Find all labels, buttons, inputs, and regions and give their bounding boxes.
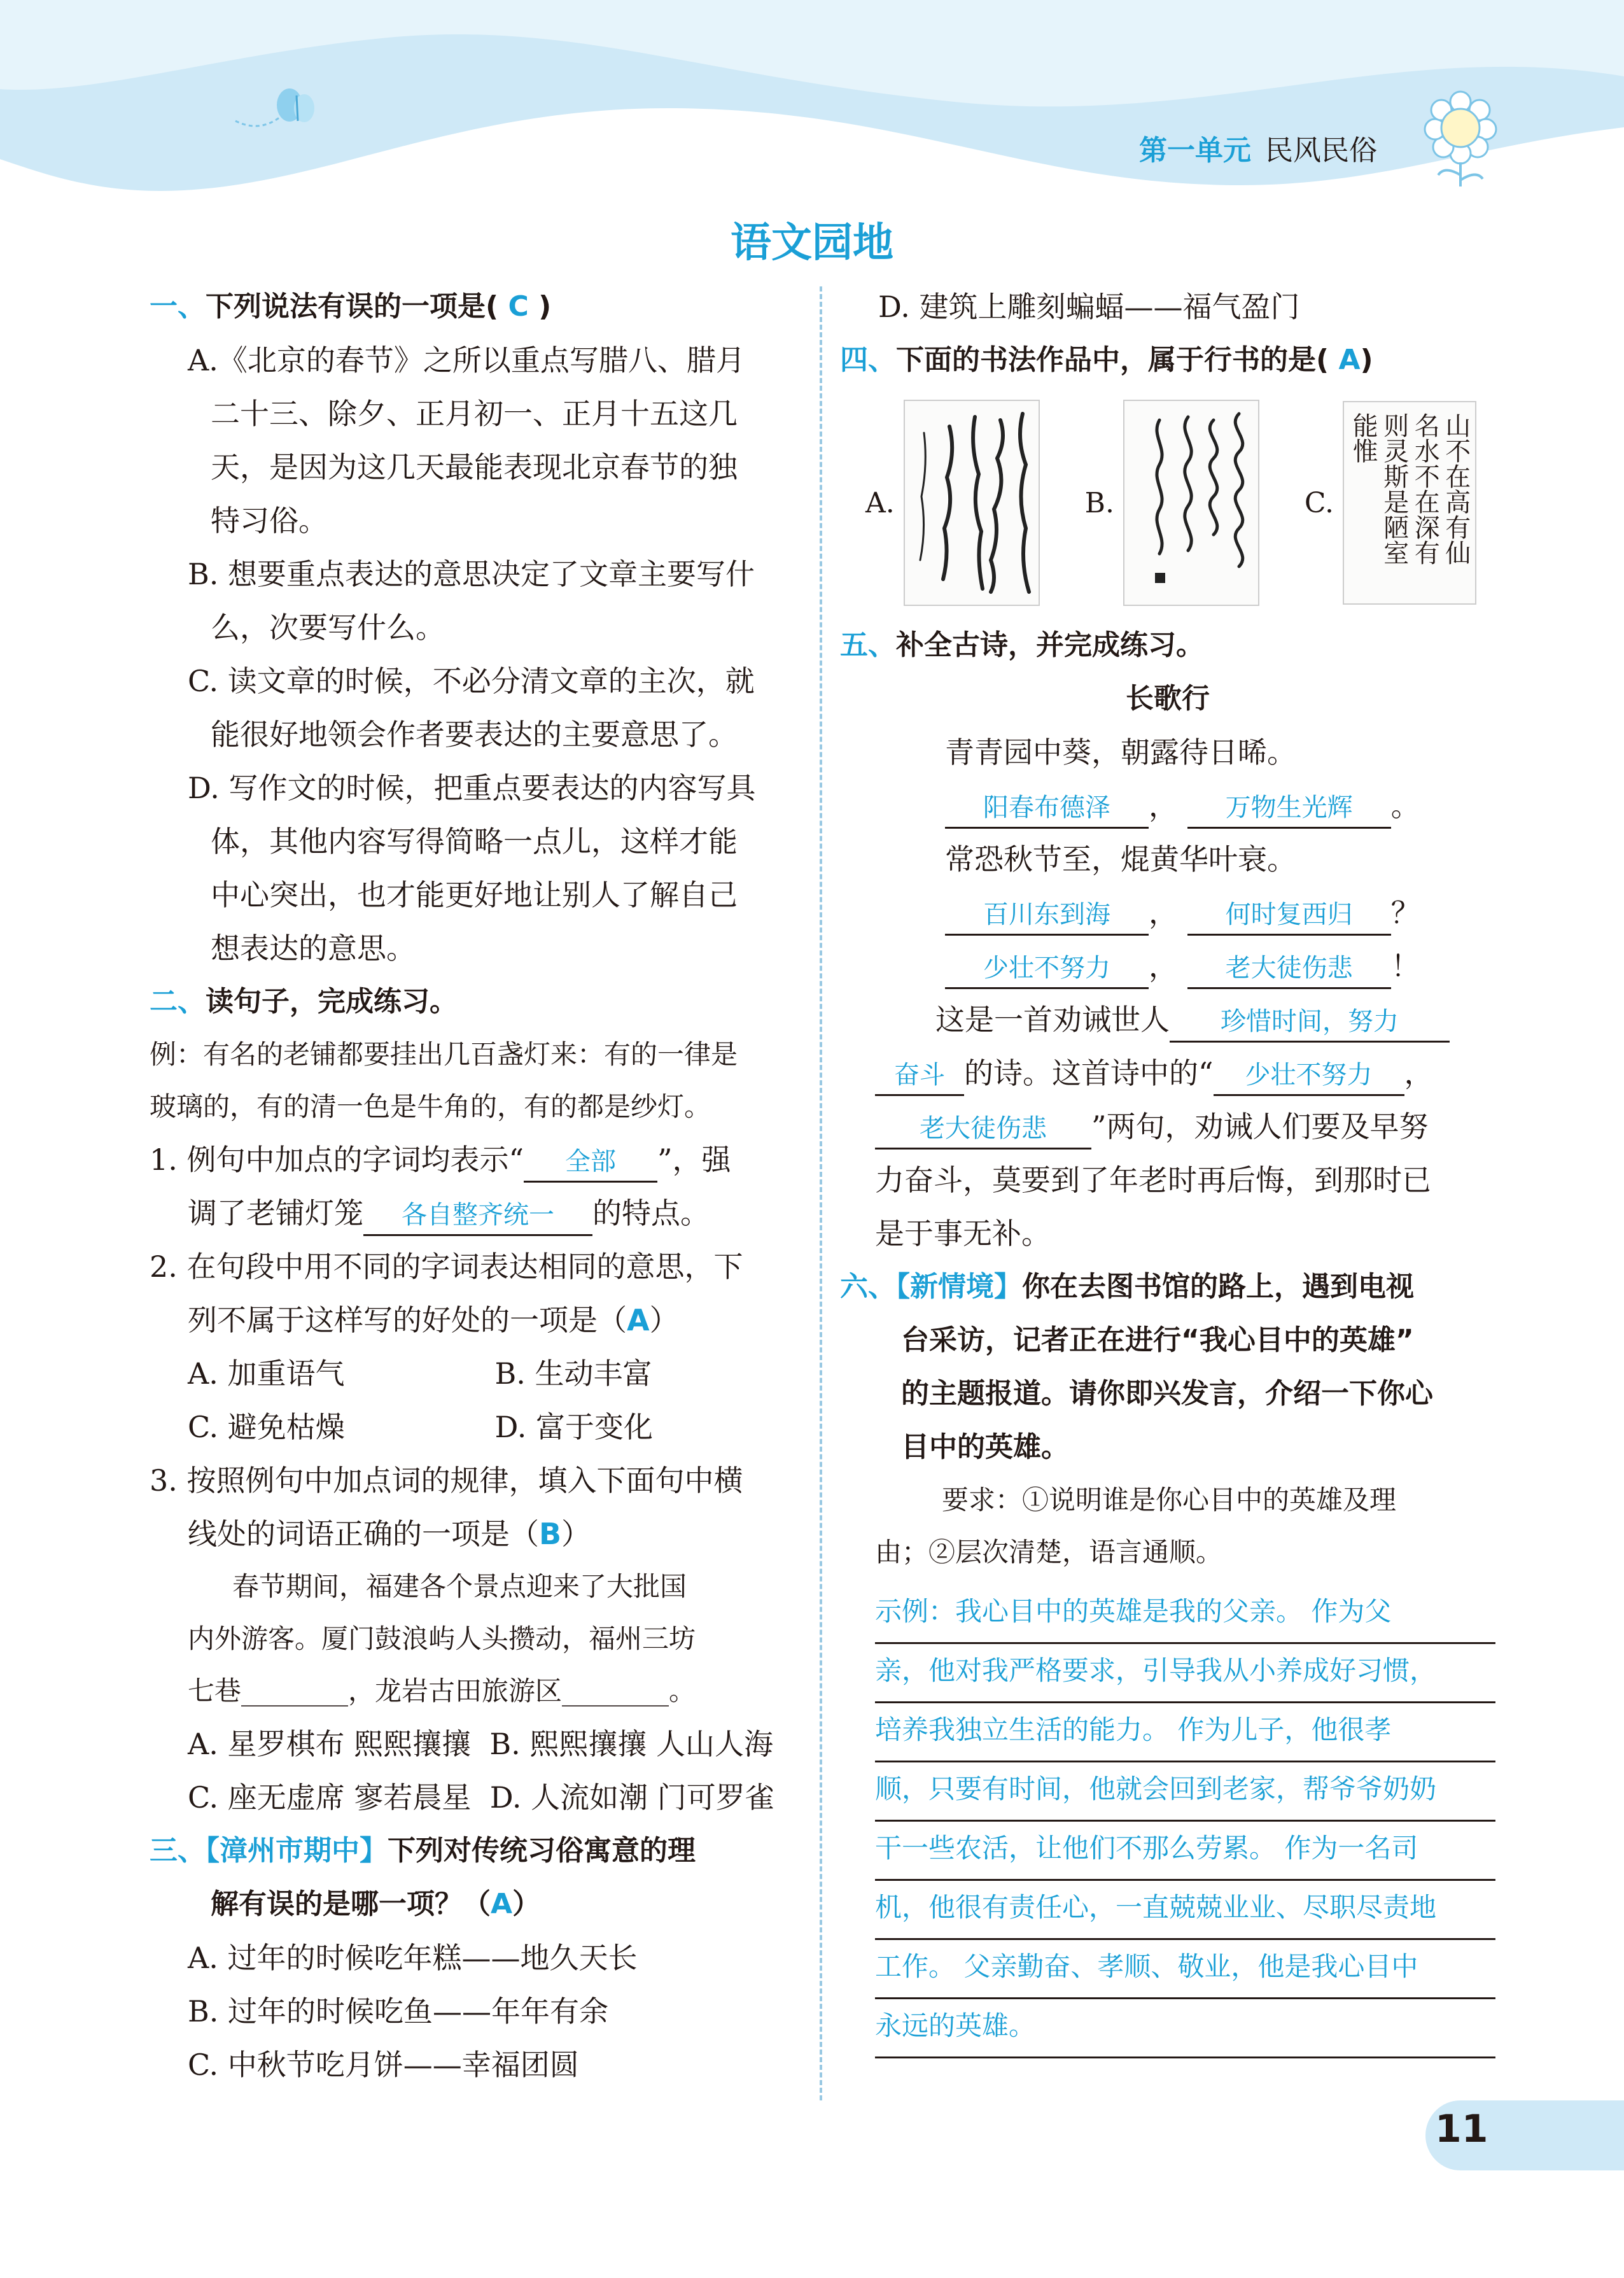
section-4-answer: A <box>1338 344 1361 376</box>
s5-answer-line-a: 少壮不努力 <box>1214 1056 1404 1096</box>
s5-answer-purpose: 珍惜时间，努力 <box>1170 1002 1450 1043</box>
unit-title: 民风民俗 <box>1265 134 1377 167</box>
calligraphy-option-a: A. <box>865 400 1040 606</box>
essay-line-6: 机，他很有责任心，一直兢兢业业、尽职尽责地 <box>875 1881 1495 1940</box>
s2-q2-option-c: C. 避免枯燥 <box>188 1410 345 1444</box>
s5-text-line-3: 老大徒伤悲 ”两句，劝诫人们要及早努 <box>840 1100 1495 1153</box>
section-1-answer: C <box>508 290 529 323</box>
s1-line-9: D. 写作文的时候，把重点要表达的内容写具 <box>188 771 756 805</box>
s1-line-3: 天，是因为这几天最能表现北京春节的独 <box>211 450 738 484</box>
s2-q3-line-2: 线处的词语正确的一项是（B） <box>188 1517 591 1551</box>
poem-answer-1: 阳春布德泽 <box>945 789 1149 829</box>
section-6-line-4: 目中的英雄。 <box>901 1431 1069 1463</box>
s6-requirement-1: 要求：①说明谁是你心目中的英雄及理 <box>942 1484 1397 1515</box>
essay-line-1: 示例：我心目中的英雄是我的父亲。 作为父 <box>875 1585 1495 1644</box>
section-3-question-line-2: 解有误的是哪一项？（A） <box>211 1888 541 1920</box>
essay-answer <box>840 1585 1495 2058</box>
s1-line-6: 么，次要写什么。 <box>211 610 445 645</box>
s2-example-line-1: 例：有名的老铺都要挂出几百盏灯来：有的一律是 <box>150 1039 738 1070</box>
section-3-question: 三、【漳州市期中】下列对传统习俗寓意的理 <box>150 1834 696 1867</box>
s2-q2-option-b: B. 生动丰富 <box>494 1356 652 1391</box>
essay-line-2: 亲，他对我严格要求，引导我从小养成好习惯， <box>875 1644 1495 1703</box>
s1-line-4: 特习俗。 <box>211 503 328 538</box>
s1-line-8: 能很好地领会作者要表达的主要意思了。 <box>211 717 738 752</box>
s1-line-11: 中心突出，也才能更好地让别人了解自己 <box>211 878 738 912</box>
essay-line-3: 培养我独立生活的能力。 作为儿子，他很孝 <box>875 1703 1495 1762</box>
s2-q3-option-b: B. 熙熙攘攘 人山人海 <box>489 1727 774 1761</box>
poem-answer-2: 万物生光辉 <box>1187 789 1391 829</box>
essay-line-7: 工作。 父亲勤奋、孝顺、敬业，他是我心目中 <box>875 1940 1495 1999</box>
s3-option-b: B. 过年的时候吃鱼——年年有余 <box>188 1994 609 2028</box>
right-column <box>840 280 1495 2058</box>
section-3-answer: A <box>491 1888 513 1920</box>
poem-line-5: 少壮不努力 ， 老大徒伤悲 ！ <box>840 939 1495 993</box>
s2-q1-answer-2: 各自整齐统一 <box>363 1196 592 1236</box>
s1-line-7: C. 读文章的时候，不必分清文章的主次，就 <box>188 664 755 698</box>
s2-q3-line-1: 3. 按照例句中加点词的规律，填入下面句中横 <box>150 1463 743 1498</box>
cursive-script-image <box>1123 400 1259 606</box>
poem-answer-5: 少壮不努力 <box>945 949 1149 989</box>
s2-example-line-2: 玻璃的，有的清一色是牛角的，有的都是纱灯。 <box>150 1091 711 1122</box>
poem-line-4: 百川东到海 ， 何时复西归 ？ <box>840 886 1495 939</box>
essay-line-5: 干一些农活，让他们不那么劳累。 作为一名司 <box>875 1822 1495 1881</box>
unit-header <box>1139 127 1377 168</box>
s3-option-c: C. 中秋节吃月饼——幸福团圆 <box>188 2048 579 2082</box>
s2-q2-option-d: D. 富于变化 <box>494 1410 653 1444</box>
s2-q1-answer-1: 全部 <box>524 1143 657 1183</box>
s2-q3-option-c: C. 座无虚席 寥若晨星 <box>188 1780 472 1815</box>
s2-q3-answer: B <box>539 1517 562 1551</box>
calligraphy-option-c: C. 山不在高有仙 名水不在深有 则灵斯是陋室 能惟 <box>1305 400 1476 606</box>
s5-text-line-4: 力奋斗，莫要到了年老时再后悔，到那时已 <box>875 1163 1431 1197</box>
s5-text-line-2: 奋斗 的诗。这首诗中的“ 少壮不努力 ， <box>840 1046 1495 1100</box>
s3-option-d: D. 建筑上雕刻蝙蝠——福气盈门 <box>878 290 1300 324</box>
s1-line-5: B. 想要重点表达的意思决定了文章主要写什 <box>188 557 755 591</box>
s1-line-12: 想表达的意思。 <box>211 931 416 966</box>
calligraphy-option-b: B. <box>1085 400 1259 606</box>
s2-q2-option-a: A. 加重语气 <box>188 1356 345 1391</box>
s1-line-1: A.《北京的春节》之所以重点写腊八、腊月 <box>188 343 745 377</box>
s2-q1-line-1: 1. 例句中加点的字词均表示“ 全部 ”，强 <box>150 1133 802 1186</box>
s2-passage-line-2: 内外游客。厦门鼓浪屿人头攒动，福州三坊 <box>188 1623 696 1654</box>
essay-line-4: 顺，只要有时间，他就会回到老家，帮爷爷奶奶 <box>875 1762 1495 1822</box>
sunflower-icon <box>1419 86 1502 188</box>
section-4-question: 四、下面的书法作品中，属于行书的是( A) <box>840 344 1373 376</box>
poem-answer-6: 老大徒伤悲 <box>1187 949 1391 989</box>
s2-q3-option-a: A. 星罗棋布 熙熙攘攘 <box>188 1727 472 1761</box>
poem-answer-4: 何时复西归 <box>1187 896 1391 936</box>
s2-q3-option-cd <box>150 1771 802 1824</box>
s5-text-line-1: 这是一首劝诫世人 珍惜时间，努力 <box>840 993 1495 1046</box>
poem-line-3: 常恐秋节至，焜黄华叶衰。 <box>945 842 1296 876</box>
running-script-image <box>904 400 1040 606</box>
s2-q3-option-ab <box>150 1717 802 1771</box>
regular-script-image: 山不在高有仙 名水不在深有 则灵斯是陋室 能惟 <box>1343 401 1476 605</box>
s5-text-line-5: 是于事无补。 <box>875 1216 1051 1251</box>
section-6-line-3: 的主题报道。请你即兴发言，介绍一下你心 <box>901 1377 1433 1410</box>
s6-requirement-2: 由；②层次清楚，语言通顺。 <box>875 1536 1223 1568</box>
s2-passage-line-1: 春节期间，福建各个景点迎来了大批国 <box>232 1571 687 1602</box>
poem-line-2: 阳春布德泽 ， 万物生光辉 。 <box>840 779 1495 833</box>
page-title: 语文园地 <box>731 220 893 267</box>
s2-q2-options-row-1 <box>150 1347 802 1400</box>
section-5-heading: 五、补全古诗，并完成练习。 <box>840 629 1204 661</box>
s2-q2-options-row-2 <box>150 1400 802 1454</box>
poem-title: 长歌行 <box>1126 682 1210 715</box>
calligraphy-options <box>865 400 1476 606</box>
s5-answer-line-b: 老大徒伤悲 <box>875 1109 1091 1150</box>
s2-q3-option-d: D. 人流如潮 门可罗雀 <box>489 1780 774 1815</box>
poem-answer-3: 百川东到海 <box>945 896 1149 936</box>
section-3-tag: 【漳州市期中】 <box>206 1834 388 1867</box>
s2-q2-line-2: 列不属于这样写的好处的一项是（A） <box>188 1303 679 1337</box>
section-6-question: 六、【新情境】你在去图书馆的路上，遇到电视 <box>840 1270 1414 1303</box>
section-6-line-2: 台采访，记者正在进行“我心目中的英雄” <box>901 1324 1414 1356</box>
s1-line-2: 二十三、除夕、正月初一、正月十五这几 <box>211 397 738 431</box>
s1-line-10: 体，其他内容写得简略一点儿，这样才能 <box>211 824 738 859</box>
page-number-tab <box>1425 2100 1624 2170</box>
s2-q2-line-1: 2. 在句段中用不同的字词表达相同的意思，下 <box>150 1249 743 1284</box>
s2-q2-answer: A <box>627 1303 650 1337</box>
s3-option-a: A. 过年的时候吃年糕——地久天长 <box>188 1941 638 1975</box>
section-2-heading: 二、读句子，完成练习。 <box>150 985 458 1018</box>
left-column <box>150 280 802 2092</box>
s2-passage-line-3: 七巷________，龙岩古田旅游区________。 <box>188 1675 696 1706</box>
poem-line-1: 青青园中葵，朝露待日晞。 <box>945 735 1296 770</box>
s5-answer-purpose-cont: 奋斗 <box>875 1056 964 1096</box>
section-6-tag: 【新情境】 <box>896 1270 1022 1303</box>
page-number: 11 <box>1435 2107 1488 2151</box>
unit-label: 第一单元 <box>1139 134 1251 167</box>
column-divider <box>820 286 822 2100</box>
butterfly-icon <box>229 83 318 140</box>
essay-line-8: 永远的英雄。 <box>875 1999 1495 2058</box>
s2-q1-line-2: 调了老铺灯笼 各自整齐统一 的特点。 <box>150 1186 802 1240</box>
section-1-question: 一、下列说法有误的一项是( C ) <box>150 290 552 323</box>
